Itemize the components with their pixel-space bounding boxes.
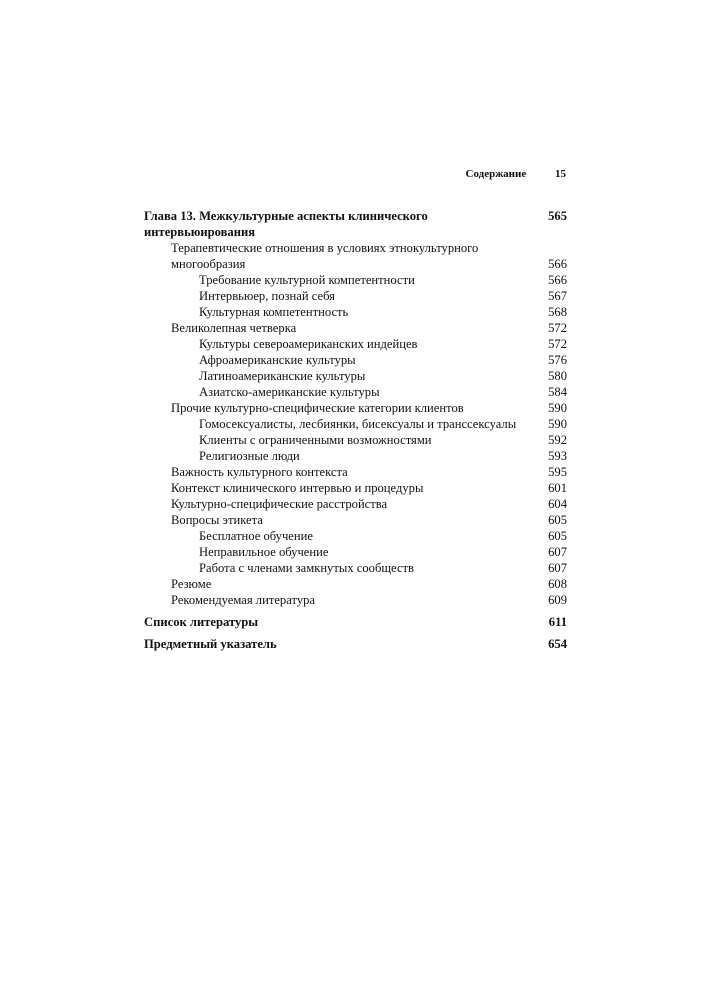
toc-entry-page: 601 (548, 481, 567, 495)
toc-entry[interactable] (144, 432, 567, 448)
toc-entry-page: 566 (548, 257, 567, 271)
toc-entry-page: 572 (548, 337, 567, 351)
toc-entry-label: Важность культурного контекста (171, 465, 348, 479)
running-head-title: Содержание (465, 168, 527, 180)
toc-entry-label: Предметный указатель (144, 637, 277, 651)
toc-entry[interactable] (144, 560, 567, 576)
toc-entry[interactable] (144, 416, 567, 432)
toc-entry[interactable] (144, 384, 567, 400)
toc-entry-label: Великолепная четверка (171, 321, 297, 335)
toc-entry-label: Афроамериканские культуры (199, 353, 356, 367)
toc-entry-page: 593 (548, 449, 567, 463)
toc-entry[interactable] (144, 368, 567, 384)
toc-entry[interactable] (144, 272, 567, 288)
toc-entry[interactable] (144, 480, 567, 496)
toc-entry-page: 609 (548, 593, 567, 607)
toc-entry[interactable] (144, 576, 567, 592)
toc-entry-page: 572 (548, 321, 567, 335)
toc-entry[interactable] (144, 448, 567, 464)
toc-entry[interactable] (144, 528, 567, 544)
toc-entry-page: 608 (548, 577, 567, 591)
toc-entry[interactable] (144, 496, 567, 512)
toc-entry[interactable] (144, 512, 567, 528)
toc-entry-label: Латиноамериканские культуры (199, 369, 366, 383)
toc-entry-label: многообразия (171, 257, 246, 271)
toc-references[interactable] (144, 614, 567, 630)
toc-entry-page: 584 (548, 385, 567, 399)
toc-entry[interactable] (144, 288, 567, 304)
toc-entry-label: Прочие культурно-специфические категории клиентов (171, 401, 464, 415)
toc-entry-label: Требование культурной компетентности (199, 273, 415, 287)
toc-entry-label: Религиозные люди (199, 449, 300, 463)
toc-entry-label: Культуры североамериканских индейцев (199, 337, 418, 351)
toc-entry-page: 654 (548, 637, 567, 651)
toc-entry-label: Неправильное обучение (199, 545, 329, 559)
page-number: 15 (555, 168, 566, 180)
toc-entry-label: Клиенты с ограниченными возможностями (199, 433, 432, 447)
toc-entry-continuation[interactable] (144, 256, 567, 272)
toc-entry[interactable] (144, 400, 567, 416)
toc-entry-label: Гомосексуалисты, лесбиянки, бисексуалы и транссексуалы (199, 417, 517, 431)
toc-entry-label: Культурная компетентность (199, 305, 349, 319)
toc-entry[interactable] (144, 320, 567, 336)
toc-entry-label: Список литературы (144, 615, 259, 629)
toc-entry-label: Работа с членами замкнутых сообществ (199, 561, 414, 575)
toc-entry-page: 567 (548, 289, 567, 303)
toc-entry-page: 576 (548, 353, 567, 367)
toc-entry-page: 611 (548, 615, 567, 629)
toc-entry-page: 590 (548, 401, 567, 415)
toc-entry-label: Вопросы этикета (171, 513, 263, 527)
toc-entry-label: Терапевтические отношения в условиях этнокультурного (171, 241, 479, 255)
toc-entry-page: 590 (548, 417, 567, 431)
toc-entry-label: Глава 13. Межкультурные аспекты клинического интервьюирования (144, 209, 428, 239)
toc-entry-label: Бесплатное обучение (199, 529, 313, 543)
toc-entry-page: 566 (548, 273, 567, 287)
toc-entry-page: 604 (548, 497, 567, 511)
toc-entry-label: Рекомендуемая литература (171, 593, 316, 607)
toc-entry-page: 568 (548, 305, 567, 319)
toc-entry-label: Резюме (171, 577, 212, 591)
toc-entry-page: 607 (548, 561, 567, 575)
toc-entry-page: 592 (548, 433, 567, 447)
toc-entry[interactable] (144, 352, 567, 368)
toc-entry-page: 595 (548, 465, 567, 479)
toc-entry-label: Контекст клинического интервью и процедуры (171, 481, 424, 495)
toc-entry-page: 565 (548, 209, 567, 223)
toc-entry-label: Интервьюер, познай себя (199, 289, 335, 303)
toc-entry-label: Культурно-специфические расстройства (171, 497, 388, 511)
toc-index[interactable] (144, 636, 567, 652)
toc-entry-page: 605 (548, 529, 567, 543)
toc-entry-page: 607 (548, 545, 567, 559)
toc-entry-page: 605 (548, 513, 567, 527)
toc-entry[interactable] (144, 336, 567, 352)
toc-chapter-13[interactable] (144, 208, 567, 240)
toc-entry-page: 580 (548, 369, 567, 383)
toc-entry[interactable] (144, 544, 567, 560)
running-head (140, 168, 566, 180)
toc-entry[interactable] (144, 240, 567, 256)
toc-entry[interactable] (144, 592, 567, 608)
toc-entry[interactable] (144, 304, 567, 320)
table-of-contents (144, 208, 567, 652)
toc-entry-label: Азиатско-американские культуры (199, 385, 380, 399)
toc-entry[interactable] (144, 464, 567, 480)
